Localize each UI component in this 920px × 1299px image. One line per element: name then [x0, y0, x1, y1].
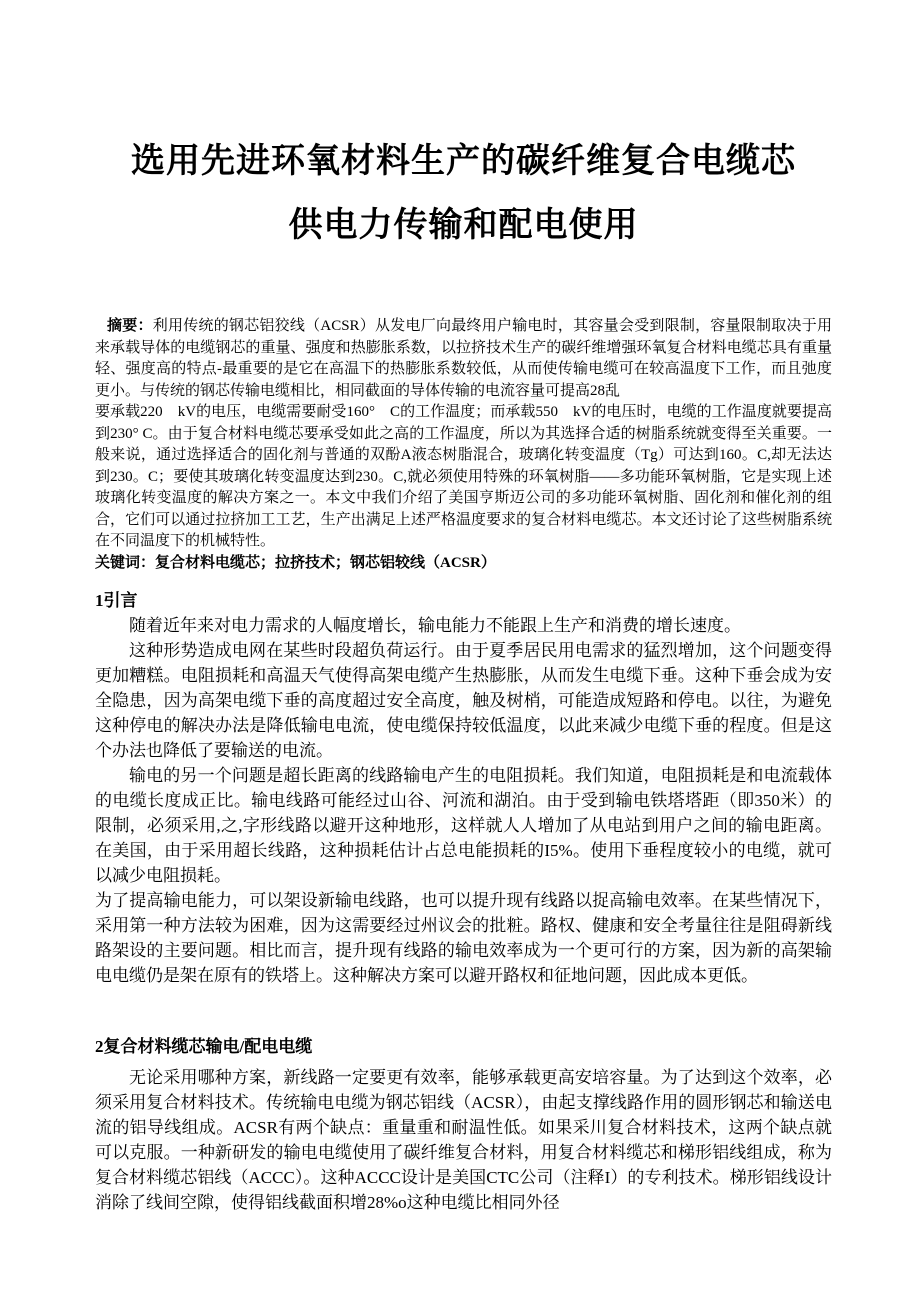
section-2-body — [95, 1065, 832, 1215]
abstract-section — [95, 316, 832, 574]
document-title — [95, 130, 832, 258]
section-1-heading: 1引言 — [95, 591, 138, 610]
title-line-2: 供电力传输和配电使用 — [288, 207, 639, 244]
abstract-label: 摘要： — [107, 318, 153, 334]
paragraph: 为了提高输电能力，可以架设新输电线路，也可以提升现有线路以捉高输电效率。在某些情况下，采用第一种方法较为困难，因为这需要经过州议会的批粧。路权、健康和安全考量往往是阻碍新线路架设的主要问题。相比而言，提升现有线路的输电效率成为一个更可行的方案，因为新的高架输电电缆仍是架在原有的铁塔上。这种解决方案可以避开路权和征地问题，因此成本更低。 — [95, 891, 832, 985]
abstract-paragraph-2: 要承载220 kV的电压，电缆需要耐受160° C的工作温度；而承载550 kV的电压时，电缆的工作温度就要提高到230° C。由于复合材料电缆芯要承受如此之高的工作温度，所以为其选择合适的树脂系统就变得至关重要。一般来说，通过选择适合的固化剂与普通的双酚A液态树脂混合，玻璃化转变温度（Tg）可达到160。C,却无法达到230。C；要使其玻璃化转变温度达到230。C,就必须使用特殊的环氧树脂——多功能环氧树脂，它是实现上述玻璃化转变温度的解决方案之一。本文中我们介绍了美国亨斯迈公司的多功能环氧树脂、固化剂和催化剂的组合，它们可以通过拉挤加工工艺，生产出满足上述严格温度要求的复合材料电缆芯。本文还讨论了这些树脂系统在不同温度下的机械特性。 — [95, 404, 832, 549]
abstract-paragraph-1 — [95, 316, 832, 402]
paragraph: 无论采用哪种方案，新线路一定要更有效率，能够承载更高安培容量。为了达到这个效率，必须采用复合材料技术。传统输电电缆为钢芯铝线（ACSR），由起支撑线路作用的圆形钢芯和输送电流的铝导线组成。ACSR有两个缺点：重量重和耐温性低。如果采川复合材料技术，这两个缺点就可以克服。一种新研发的输电电缆使用了碳纤维复合材料，用复合材料缆芯和梯形铝线组成，称为复合材料缆芯铝线（ACCC）。这种ACCC设计是美国CTC公司（注释I）的专利技术。梯形铝线设计消除了线间空隙，使得铝线截面积增28%o这种电缆比相同外径 — [95, 1068, 832, 1212]
section-2-heading: 2复合材料缆芯输电/配电电缆 — [95, 1037, 313, 1056]
paragraph: 随着近年来对电力需求的人幅度增长，输电能力不能跟上生产和消费的增长速度。 — [129, 616, 741, 635]
paragraph: 这种形势造成电网在某些时段超负荷运行。由于夏季居民用电需求的猛烈增加，这个问题变得更加糟糕。电阻损耗和高温天气使得高架电缆产生热膨胀，从而发生电缆下垂。这种下垂会成为安全隐患，因为高架电缆下垂的高度超过安全高度，触及树梢，可能造成短路和停电。以往，为避免这种停电的解决办法是降低输电电流，使电缆保持较低温度，以此来减少电缆下垂的程度。但是这个办法也降低了要输送的电流。 — [95, 641, 832, 760]
keywords-line: 关键词：复合材料电缆芯；拉挤技术；钢芯铝较线（ACSR） — [95, 554, 496, 571]
title-line-1: 选用先进环氧材料生产的碳纤维复合电缆芯 — [131, 143, 796, 180]
abstract-text: 利用传统的钢芯铝狡线（ACSR）从发电厂向最终用户输电时，其容量会受到限制，容量限制取决于用来承载导体的电缆钢芯的重量、强度和热膨胀系数，以拉挤技术生产的碳纤维增强环氧复合材料电缆芯具有重量轻、强度高的特点-最重要的是它在高温下的热膨胀系数较低，从而使传输电缆可在较高温度下工作，而且弛度更小。与传统的钢芯传输电缆相比，相同截面的导体传输的电流容量可提高28乱 — [95, 318, 832, 399]
paragraph: 输电的另一个问题是超长距离的线路输电产生的电阻损耗。我们知道，电阻损耗是和电流载体的电缆长度成正比。输电线路可能经过山谷、河流和湖泊。由于受到输电铁塔塔距（即350米）的限制，必须采用,之,字形线路以避开这种地形，这样就人人增加了从电站到用户之间的输电距离。在美国，由于采用超长线路，这种损耗估计占总电能损耗的I5%。使用下垂程度较小的电缆，就可以减少电阻损耗。 — [95, 766, 832, 885]
section-1-body — [95, 613, 832, 988]
